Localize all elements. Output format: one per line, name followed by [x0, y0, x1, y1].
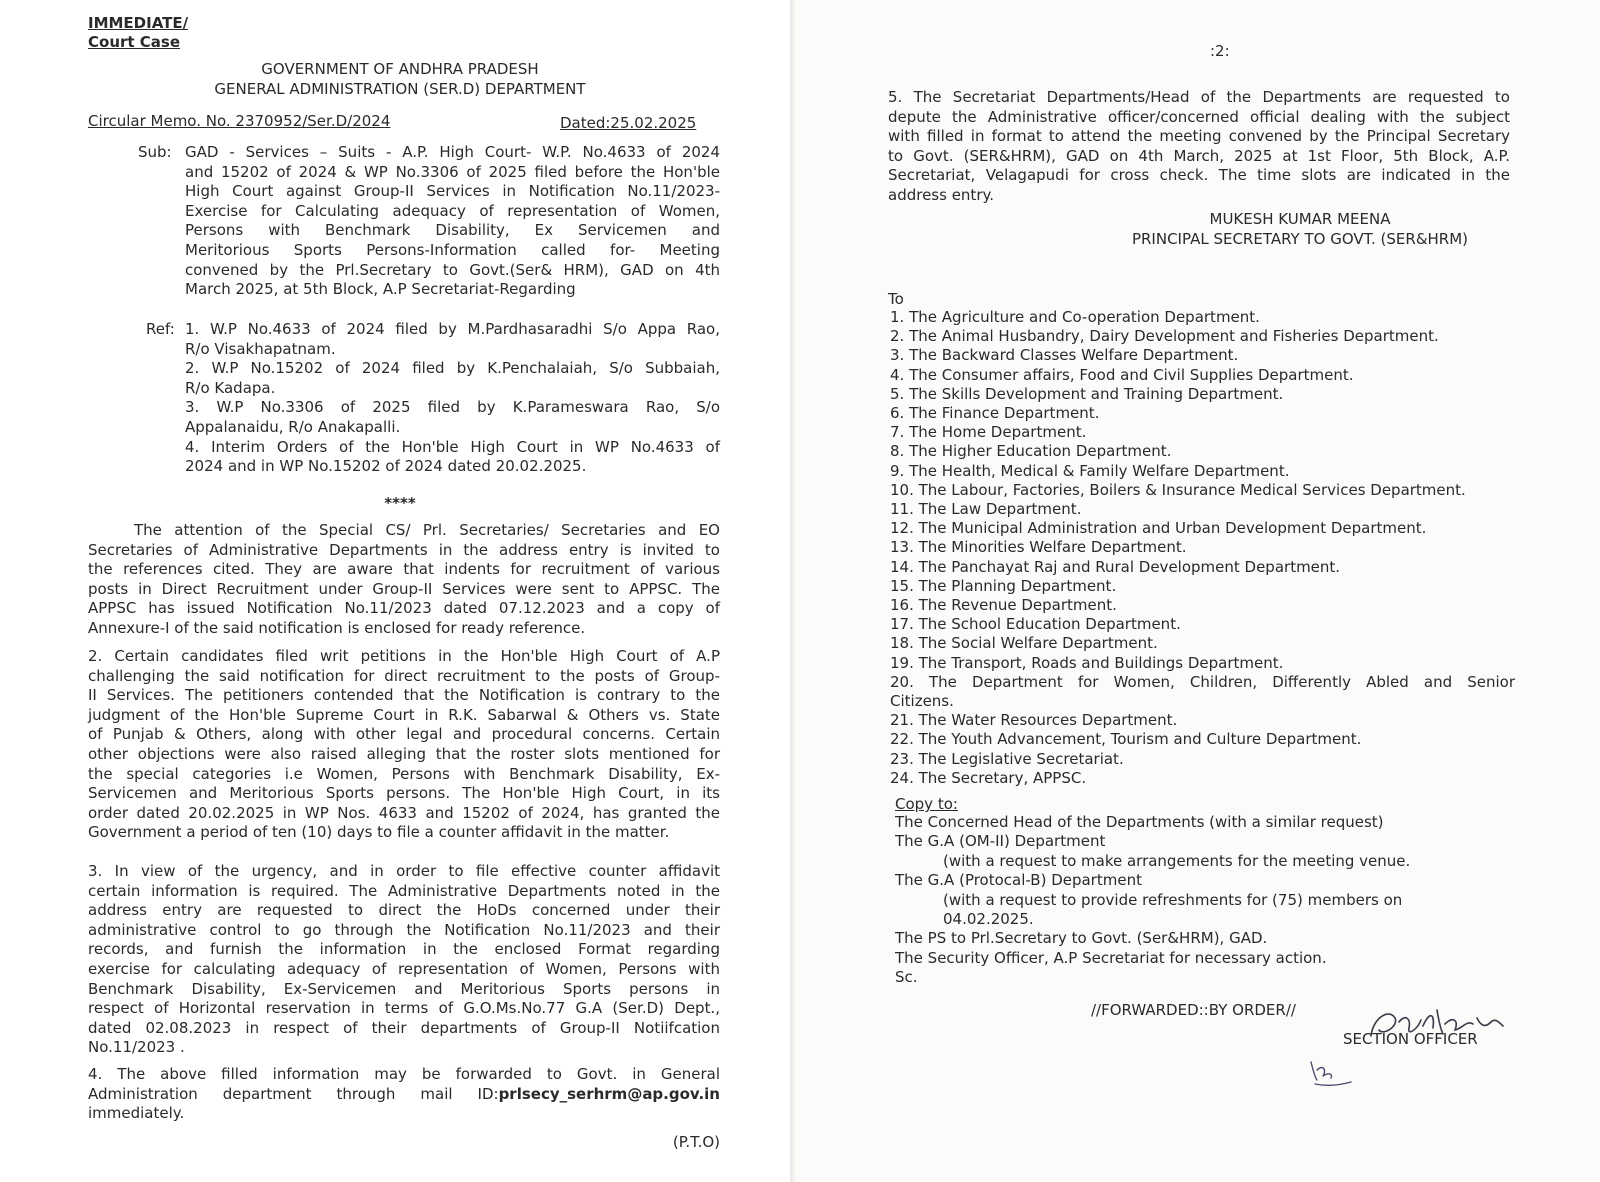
government-heading: GOVERNMENT OF ANDHRA PRADESH	[261, 60, 539, 78]
page-number: :2:	[1210, 42, 1230, 60]
reference-line: R/o Visakhapatnam.	[185, 339, 336, 358]
address-item: 5. The Skills Development and Training Department.	[890, 384, 1284, 403]
address-item: 9. The Health, Medical & Family Welfare Department.	[890, 461, 1290, 480]
reference-line: 2024 and in WP No.15202 of 2024 dated 20.02.2025.	[185, 457, 587, 476]
forwarded-by-order: //FORWARDED::BY ORDER//	[1091, 1001, 1296, 1019]
subject-line: Exercise for Calculating adequacy of representation of Women,	[185, 201, 720, 220]
reference-line: 1. W.P No.4633 of 2024 filed by M.Pardhasaradhi S/o Appa Rao,	[185, 320, 720, 338]
reference-line: 4. Interim Orders of the Hon'ble High Court in WP No.4633 of	[185, 437, 720, 456]
paragraph-line: Government a period of ten (10) days to file a counter affidavit in the matter.	[88, 823, 670, 842]
copy-item: Sc.	[895, 968, 918, 987]
address-item: 23. The Legislative Secretariat.	[890, 749, 1124, 768]
paragraph-line: No.11/2023 .	[88, 1038, 185, 1057]
address-item: 20. The Department for Women, Children, Differently Abled and Senior	[890, 672, 1515, 691]
copy-item: The G.A (OM-II) Department	[895, 832, 1106, 851]
paragraph-2	[88, 647, 720, 843]
paragraph-line: challenging the said notification for direct recruitment to the posts of Group-	[88, 666, 720, 685]
paragraph-line: 4. The above filled information may be forwarded to Govt. in General	[88, 1065, 720, 1083]
address-item: 10. The Labour, Factories, Boilers & Insurance Medical Services Department.	[890, 480, 1466, 499]
address-item: 22. The Youth Advancement, Tourism and Culture Department.	[890, 730, 1362, 749]
address-item: 15. The Planning Department.	[890, 576, 1117, 595]
to-label: To	[888, 290, 904, 308]
paragraph-5	[888, 88, 1510, 206]
separator: ****	[384, 494, 416, 512]
copy-item: The Concerned Head of the Departments (with a similar request)	[895, 813, 1384, 831]
paragraph-line: certain information is required. The Administrative Departments noted in the	[88, 881, 720, 900]
copy-item: (with a request to make arrangements for the meeting venue.	[943, 851, 1411, 870]
address-item: 14. The Panchayat Raj and Rural Development Department.	[890, 557, 1341, 576]
department-heading: GENERAL ADMINISTRATION (SER.D) DEPARTMENT	[214, 80, 586, 98]
paragraph-line: 3. In view of the urgency, and in order to file effective counter affidavit	[88, 862, 720, 880]
address-item: 3. The Backward Classes Welfare Department.	[890, 346, 1239, 365]
copy-item: The G.A (Protocal-B) Department	[895, 871, 1142, 890]
address-item: 11. The Law Department.	[890, 500, 1082, 519]
reference-line: 2. W.P No.15202 of 2024 filed by K.Penchalaiah, S/o Subbaiah,	[185, 359, 720, 378]
urgency-label: IMMEDIATE/	[88, 14, 189, 32]
paragraph-line: of Punjab & Others, along with other legal and procedural concerns. Certain	[88, 725, 720, 744]
paragraph-line: the references cited. They are aware that indents for recruitment of various	[88, 560, 720, 579]
reference-label: Ref:	[146, 320, 175, 338]
paragraph-line: APPSC has issued Notification No.11/2023 dated 07.12.2023 and a copy of	[88, 599, 720, 618]
reference-line: Appalanaidu, R/o Anakapalli.	[185, 417, 401, 436]
address-item: 16. The Revenue Department.	[890, 596, 1117, 615]
address-item: Citizens.	[890, 692, 954, 711]
address-item: 12. The Municipal Administration and Urban Development Department.	[890, 519, 1427, 538]
address-item: 13. The Minorities Welfare Department.	[890, 538, 1187, 557]
copy-to-label: Copy to:	[895, 795, 958, 813]
paragraph-line	[88, 1085, 720, 1105]
address-item: 2. The Animal Husbandry, Dairy Development and Fisheries Department.	[890, 327, 1439, 346]
paragraph-line: records, and furnish the information in the enclosed Format regarding	[88, 940, 720, 959]
paragraph-line: The attention of the Special CS/ Prl. Secretaries/ Secretaries and EO	[134, 521, 720, 539]
page-2	[795, 0, 1600, 1182]
copy-item: The Security Officer, A.P Secretariat for necessary action.	[895, 948, 1327, 967]
reference-line: R/o Kadapa.	[185, 378, 276, 397]
paragraph-line: with filled in format to attend the meeting convened by the Principal Secretary	[888, 127, 1510, 146]
address-item: 21. The Water Resources Department.	[890, 711, 1178, 730]
paragraph-line: Secretariat, Velagapudi for cross check. The time slots are indicated in the	[888, 166, 1510, 185]
paragraph-line: address entry.	[888, 185, 994, 204]
paragraph-line: dated 02.08.2023 in respect of their departments of Group-II Notiifcation	[88, 1018, 720, 1037]
paragraph-line: Secretaries of Administrative Departments in the address entry is invited to	[88, 540, 720, 559]
subject-line: Persons with Benchmark Disability, Ex Servicemen and	[185, 221, 720, 240]
paragraph-line: posts in Direct Recruitment under Group-II Services were sent to APPSC. The	[88, 579, 720, 598]
paragraph-line: 5. The Secretariat Departments/Head of the Departments are requested to	[888, 88, 1510, 106]
paragraph-line: 2. Certain candidates filed writ petitions in the Hon'ble High Court of A.P	[88, 647, 720, 665]
paragraph-line: immediately.	[88, 1104, 185, 1123]
paragraph-line: Annexure-I of the said notification is enclosed for ready reference.	[88, 618, 586, 637]
court-case-label: Court Case	[88, 33, 181, 51]
paragraph-line: to Govt. (SER&HRM), GAD on 4th March, 2025 at 1st Floor, 5th Block, A.P.	[888, 146, 1510, 165]
subject-block	[185, 143, 720, 300]
paragraph-line: order dated 20.02.2025 in WP Nos. 4633 and 15202 of 2024, has granted the	[88, 803, 720, 822]
paragraph-4	[88, 1065, 720, 1124]
subject-line: March 2025, at 5th Block, A.P Secretariat-Regarding	[185, 280, 576, 299]
paragraph-line: respect of Horizontal reservation in terms of G.O.Ms.No.77 G.A (Ser.D) Dept.,	[88, 999, 720, 1018]
address-item: 17. The School Education Department.	[890, 615, 1181, 634]
initial-mark	[1307, 1056, 1357, 1090]
copy-list	[895, 813, 1515, 988]
paragraph-line: Benchmark Disability, Ex-Servicemen and Meritorious Sports persons in	[88, 979, 720, 998]
subject-line: convened by the Prl.Secretary to Govt.(Ser& HRM), GAD on 4th	[185, 260, 720, 279]
paragraph-line: depute the Administrative officer/concerned official dealing with the subject	[888, 107, 1510, 126]
paragraph-1	[88, 521, 720, 639]
subject-line: GAD - Services – Suits - A.P. High Court- W.P. No.4633 of 2024	[185, 143, 720, 161]
paragraph-line: the special categories i.e Women, Persons with Benchmark Disability, Ex-	[88, 764, 720, 783]
reference-line: 3. W.P No.3306 of 2025 filed by K.Parameswara Rao, S/o	[185, 398, 720, 417]
paragraph-line: address entry are requested to direct the HoDs concerned under their	[88, 901, 720, 920]
paragraph-line: judgment of the Hon'ble Supreme Court in R.K. Sabarwal & Others vs. State	[88, 705, 720, 724]
address-item: 8. The Higher Education Department.	[890, 442, 1172, 461]
copy-item: (with a request to provide refreshments for (75) members on	[943, 890, 1403, 909]
paragraph-line: other objections were also raised alleging that the roster slots mentioned for	[88, 744, 720, 763]
mail-prefix: Administration department through mail ID:	[88, 1084, 499, 1103]
references-block	[185, 320, 720, 477]
subject-line: High Court against Group-II Services in Notification No.11/2023-	[185, 182, 720, 201]
subject-line: and 15202 of 2024 & WP No.3306 of 2025 filed before the Hon'ble	[185, 162, 720, 181]
address-item: 24. The Secretary, APPSC.	[890, 768, 1087, 787]
email-address: prlsecy_serhrm@ap.gov.in	[498, 1084, 720, 1103]
copy-item: 04.02.2025.	[943, 910, 1034, 929]
address-item: 19. The Transport, Roads and Buildings Department.	[890, 653, 1284, 672]
copy-item: The PS to Prl.Secretary to Govt. (Ser&HRM), GAD.	[895, 929, 1268, 948]
paragraph-line: administrative control to go through the Notification No.11/2023 and their	[88, 920, 720, 939]
paragraph-3	[88, 862, 720, 1058]
paragraph-line: Servicemen and Meritorious Sports persons. The Hon'ble High Court, in its	[88, 784, 720, 803]
section-officer-title: SECTION OFFICER	[1343, 1030, 1478, 1048]
address-item: 18. The Social Welfare Department.	[890, 634, 1158, 653]
paragraph-line: II Services. The petitioners contended that the Notification is contrary to the	[88, 686, 720, 705]
address-item: 6. The Finance Department.	[890, 404, 1100, 423]
address-item: 7. The Home Department.	[890, 423, 1087, 442]
subject-line: Meritorious Sports Persons-Information called for- Meeting	[185, 240, 720, 259]
signatory-name: MUKESH KUMAR MEENA	[1209, 210, 1391, 228]
signatory-title: PRINCIPAL SECRETARY TO GOVT. (SER&HRM)	[1131, 230, 1469, 248]
address-item: 1. The Agriculture and Co-operation Department.	[890, 308, 1260, 326]
address-item: 4. The Consumer affairs, Food and Civil Supplies Department.	[890, 365, 1354, 384]
paragraph-line: exercise for calculating adequacy of representation of Women, Persons with	[88, 959, 720, 978]
page-1	[0, 0, 790, 1182]
pto-marker: (P.T.O)	[672, 1133, 720, 1151]
subject-label: Sub:	[138, 143, 172, 161]
memo-number: Circular Memo. No. 2370952/Ser.D/2024	[88, 112, 391, 130]
address-list	[890, 308, 1515, 788]
memo-date: Dated:25.02.2025	[560, 114, 697, 132]
